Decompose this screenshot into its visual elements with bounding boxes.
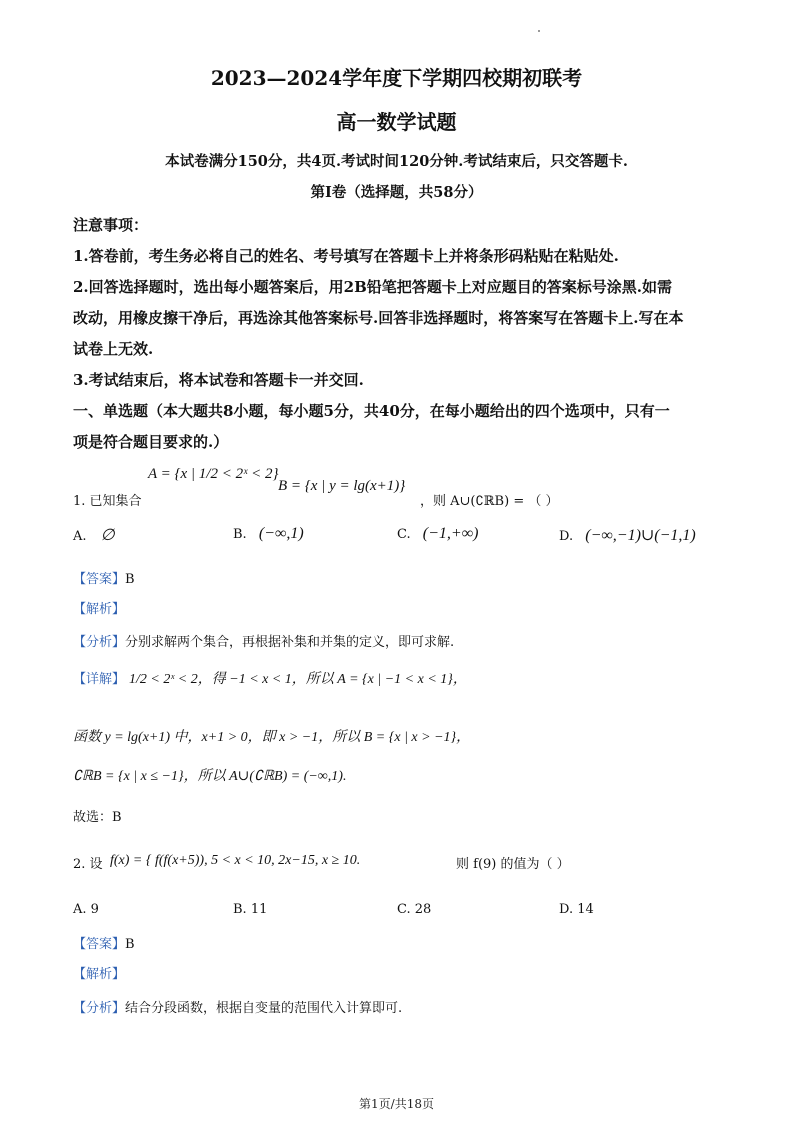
answer-value: B <box>125 937 135 952</box>
q2-analysis-tag: 【解析】 <box>73 967 126 982</box>
volume-heading: 第I卷（选择题，共58分） <box>310 184 483 201</box>
detail-text: 1/2 < 2ˣ < 2，得 −1 < x < 1，所以 A = {x | −1 < x < 1}， <box>129 672 467 687</box>
q2-answer <box>73 933 135 952</box>
q1-option-d <box>559 525 696 545</box>
q1-option-b <box>233 525 304 543</box>
exam-title: 2023—2024学年度下学期四校期初联考 <box>210 66 583 90</box>
fenxi-text: 分别求解两个集合，再根据补集和并集的定义，即可求解. <box>125 635 455 650</box>
q1-analysis-tag: 【解析】 <box>73 602 126 617</box>
answer-tag: 【答案】 <box>73 937 126 952</box>
q2-ask: 则 f(9) 的值为（ ） <box>456 857 570 872</box>
option-value: (−∞,1) <box>258 525 304 542</box>
q1-set-b: B = {x | y = lg(x+1)} <box>278 478 406 494</box>
q2-prefix: 2. 设 <box>73 857 103 872</box>
notice-item-1: 1.答卷前，考生务必将自己的姓名、考号填写在答题卡上并将条形码粘贴在粘贴处. <box>73 247 619 265</box>
section-heading-line-2: 项是符合题目要求的.） <box>73 433 229 451</box>
q2-function: f(x) = { f(f(x+5)), 5 < x < 10, 2x−15, x ≥ 10. <box>110 853 361 868</box>
answer-value: B <box>125 572 135 587</box>
notice-item-2-line-1: 2.回答选择题时，选出每小题答案后，用2B铅笔把答题卡上对应题目的答案标号涂黑.如需 <box>73 278 673 296</box>
q2-option-a: A. 9 <box>73 902 99 917</box>
q2-option-c: C. 28 <box>397 902 432 917</box>
q1-detail-line-2: 函数 y = lg(x+1) 中，x+1 > 0，即 x > −1，所以 B = {x | x > −1}， <box>73 730 471 745</box>
q1-option-c <box>397 525 478 543</box>
fenxi-text: 结合分段函数，根据自变量的范围代入计算即可. <box>125 1001 403 1016</box>
q2-fenxi <box>73 997 402 1016</box>
section-heading-line-1: 一、单选题（本大题共8小题，每小题5分，共40分，在每小题给出的四个选项中，只有一 <box>73 402 670 420</box>
notice-item-2-line-3: 试卷上无效. <box>73 340 154 358</box>
q1-ask: ，则 A∪(∁ℝB) = （ ） <box>420 494 559 509</box>
option-label: D. <box>559 529 574 544</box>
detail-tag: 【详解】 <box>73 672 126 687</box>
q1-prefix: 1. 已知集合 <box>73 494 142 509</box>
q1-option-a <box>73 525 115 545</box>
option-value: ∅ <box>100 527 115 544</box>
fenxi-tag: 【分析】 <box>73 1001 126 1016</box>
q1-set-a: A = {x | 1/2 < 2ˣ < 2} <box>148 466 279 482</box>
q2-option-b: B. 11 <box>233 902 268 917</box>
notice-item-3: 3.考试结束后，将本试卷和答题卡一并交回. <box>73 371 364 389</box>
option-label: B. <box>233 527 247 542</box>
answer-tag: 【答案】 <box>73 572 126 587</box>
q2-option-d: D. 14 <box>559 902 594 917</box>
page-footer: 第1页/共18页 <box>359 1097 434 1111</box>
fenxi-tag: 【分析】 <box>73 635 126 650</box>
q1-detail-line-3: ∁ℝB = {x | x ≤ −1}，所以 A∪(∁ℝB) = (−∞,1). <box>73 769 347 784</box>
scan-dot <box>538 30 540 32</box>
q1-answer <box>73 568 135 587</box>
option-value: (−∞,−1)∪(−1,1) <box>585 527 696 544</box>
q1-fenxi <box>73 631 454 650</box>
q1-choose: 故选：B <box>73 810 122 825</box>
option-value: (−1,+∞) <box>422 525 479 542</box>
option-label: A. <box>73 529 87 544</box>
q1-detail-line-1 <box>73 668 467 688</box>
notice-heading: 注意事项： <box>73 216 149 234</box>
exam-intro: 本试卷满分150分，共4页.考试时间120分钟.考试结束后，只交答题卡. <box>165 153 628 170</box>
notice-item-2-line-2: 改动，用橡皮擦干净后，再选涂其他答案标号.回答非选择题时，将答案写在答题卡上.写在本 <box>73 309 684 327</box>
option-label: C. <box>397 527 411 542</box>
exam-subtitle: 高一数学试题 <box>336 110 457 134</box>
